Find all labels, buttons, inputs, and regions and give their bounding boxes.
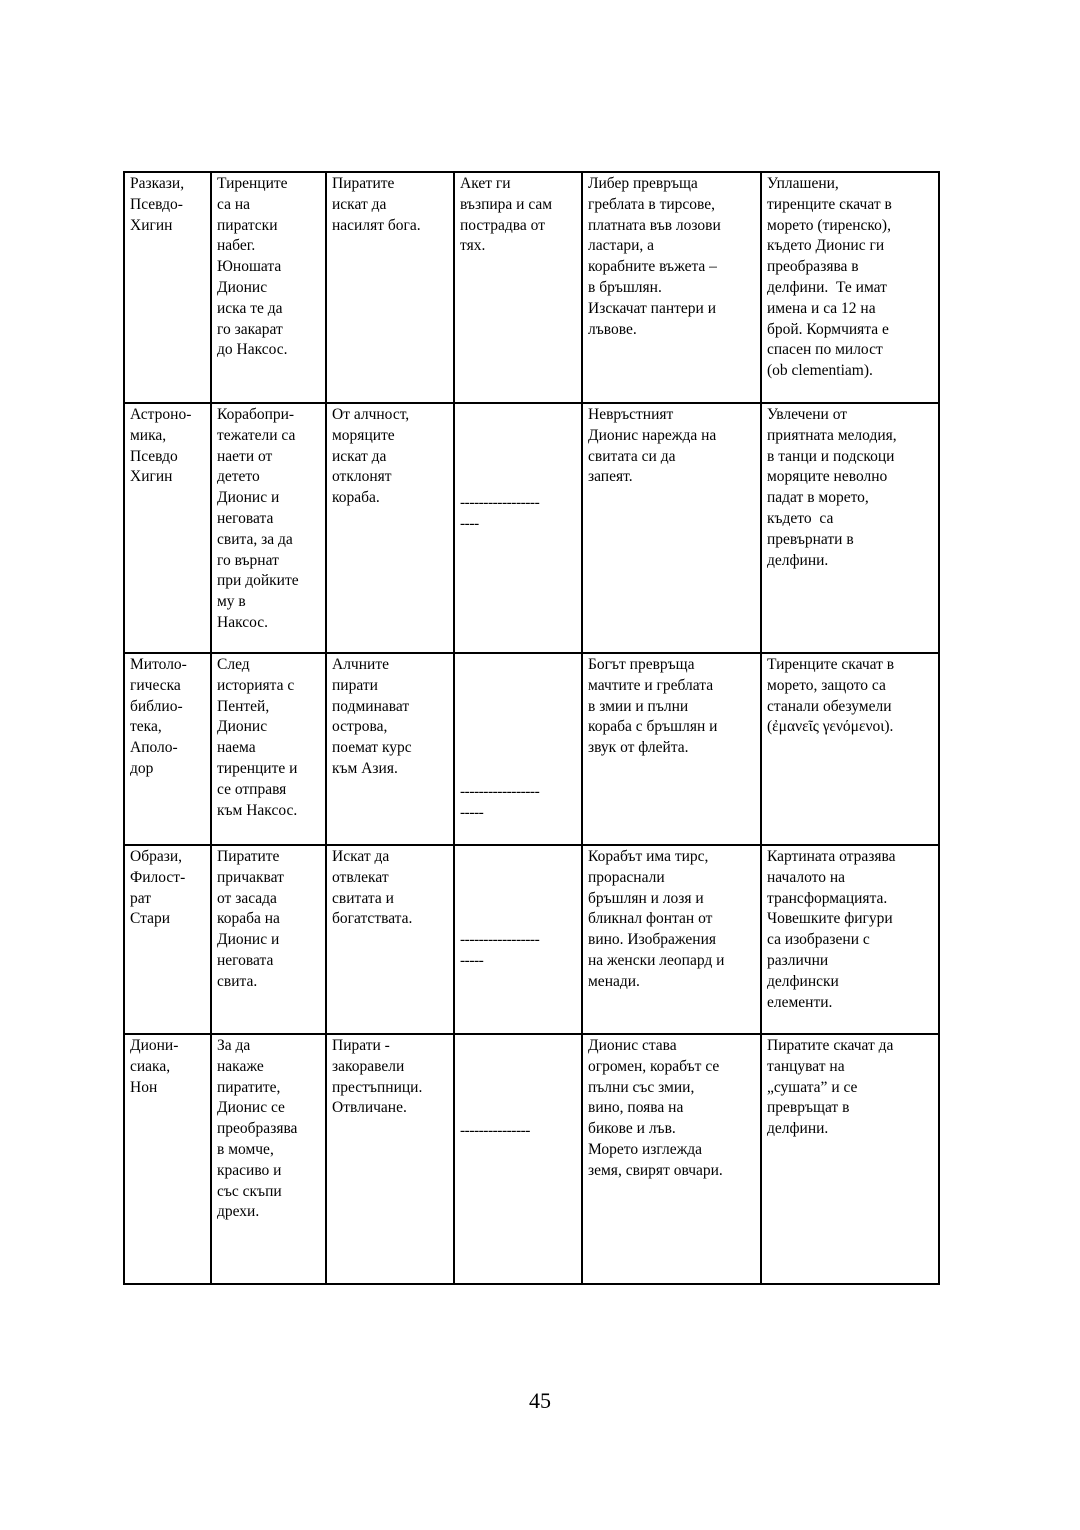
table-cell-context <box>211 845 326 1034</box>
cell-text-line: дрехи. <box>217 1203 260 1221</box>
cell-text-line: Пиратите <box>217 848 280 865</box>
cell-text-line: тиренците и <box>217 759 298 777</box>
cell-text-line: детето <box>217 468 260 486</box>
cell-text-line: Дионис нарежда на <box>588 426 717 444</box>
cell-text-line: За да <box>217 1037 251 1054</box>
table-cell-miracle <box>582 403 761 653</box>
placeholder-dashes: --------------- <box>460 1122 530 1139</box>
cell-text-line: Хигин <box>130 468 173 486</box>
table-cell-transformation <box>761 653 939 845</box>
cell-text-line: менади. <box>588 972 640 990</box>
cell-text-line: тиренците скачат в <box>767 195 892 213</box>
cell-text-line: пиратски <box>217 216 278 234</box>
cell-text-line: закоравели <box>332 1057 405 1075</box>
cell-text-line: Хигин <box>130 216 173 234</box>
cell-text-line: го върнат <box>217 551 279 569</box>
cell-text-line: Юношата <box>217 258 282 276</box>
cell-text-line: превърнати в <box>767 530 854 548</box>
cell-text-line: морето, защото са <box>767 676 886 694</box>
table-body <box>124 172 939 1284</box>
cell-text-line: началото на <box>767 868 846 886</box>
table-cell-source <box>124 172 211 403</box>
table-cell-context <box>211 172 326 403</box>
cell-text-line: Човешките фигури <box>767 910 893 928</box>
cell-text-line: Искат да <box>332 848 390 865</box>
cell-text-line: Дионис <box>217 278 268 296</box>
cell-text-line: спасен по милост <box>767 341 883 359</box>
placeholder-dashes: ----------------- <box>460 931 540 948</box>
table-cell-miracle <box>582 653 761 845</box>
cell-text-line: делфински <box>767 972 839 990</box>
cell-text-line: бикове и лъв. <box>588 1120 676 1138</box>
cell-text-line: различни <box>767 951 829 969</box>
cell-text-line: сиака, <box>130 1057 171 1075</box>
table-cell-source <box>124 403 211 653</box>
cell-text-line: Тиренците скачат в <box>767 656 895 673</box>
cell-text-line: пострадва от <box>460 216 545 234</box>
cell-text-line: накаже <box>217 1057 264 1075</box>
cell-text-line: рат <box>130 889 152 907</box>
cell-text-line: делфини. <box>767 1120 829 1138</box>
cell-text-line: огромен, корабът се <box>588 1057 720 1075</box>
table-cell-transformation <box>761 845 939 1034</box>
table-cell-miracle <box>582 1034 761 1284</box>
cell-text-line: свита, за да <box>217 530 293 548</box>
cell-text-line: Диони- <box>130 1037 179 1054</box>
table-cell-transformation <box>761 172 939 403</box>
cell-text-line: към Наксос. <box>217 801 298 819</box>
table-row <box>124 1034 939 1284</box>
placeholder-dashes: ----------------- <box>460 783 540 800</box>
cell-text-line: прораснали <box>588 868 665 886</box>
cell-text-line: преобразява в <box>767 258 859 276</box>
cell-text-line: иска те да <box>217 299 283 317</box>
cell-text-line: платната във лозови <box>588 216 721 234</box>
cell-text-line: Митоло- <box>130 656 187 673</box>
cell-text-line: гическа <box>130 676 181 694</box>
cell-text-line: Псевдо <box>130 447 178 465</box>
cell-text-line: се отправя <box>217 780 287 798</box>
cell-text-line: Астроно- <box>130 406 192 423</box>
cell-text-line: Корабът има тирс, <box>588 848 709 865</box>
placeholder-dashes: ----- <box>460 803 484 821</box>
cell-text-line: Пирати - <box>332 1037 390 1054</box>
cell-text-line: Пентей, <box>217 697 270 715</box>
cell-text-line: преобразява <box>217 1120 298 1138</box>
cell-text-line: Уплашени, <box>767 175 839 192</box>
cell-text-line: Отвличане. <box>332 1099 407 1117</box>
table-cell-source <box>124 653 211 845</box>
cell-text-line: греблата в тирсове, <box>588 195 716 213</box>
cell-text-line: искат да <box>332 195 387 213</box>
cell-text-line: пиратите, <box>217 1078 281 1096</box>
cell-text-line: Невръстният <box>588 406 674 423</box>
table-row <box>124 653 939 845</box>
cell-text-line: Алчните <box>332 656 389 673</box>
cell-text-line: морето (тиренско), <box>767 216 891 234</box>
cell-text-line: Аполо- <box>130 739 178 757</box>
table-cell-motive <box>326 403 454 653</box>
cell-text-line: кораба. <box>332 489 380 507</box>
cell-text-line: искат да <box>332 447 387 465</box>
table-cell-acetes <box>454 403 582 653</box>
cell-text-line: мика, <box>130 426 167 444</box>
cell-text-line: Филост- <box>130 868 186 886</box>
table-cell-motive <box>326 1034 454 1284</box>
cell-text-line: тях. <box>460 237 486 255</box>
cell-text-line: в бръшлян. <box>588 278 662 296</box>
cell-text-line: елементи. <box>767 993 833 1011</box>
cell-text-line: земя, свирят овчари. <box>588 1161 723 1179</box>
cell-text-line: След <box>217 656 250 673</box>
cell-text-line: тека, <box>130 718 162 736</box>
cell-text-line: Дионис става <box>588 1037 677 1054</box>
cell-text-line: пирати <box>332 676 378 694</box>
cell-text-line: неговата <box>217 509 274 527</box>
cell-text-line: падат в морето, <box>767 489 869 507</box>
cell-text-line: кораба с бръшлян и <box>588 718 718 736</box>
table-cell-context <box>211 403 326 653</box>
cell-text-line: острова, <box>332 718 388 736</box>
cell-text-line: отвлекат <box>332 868 389 886</box>
table-cell-acetes <box>454 1034 582 1284</box>
cell-text-line: брой. Кормчията е <box>767 320 889 338</box>
cell-text-line: възпира и сам <box>460 195 553 213</box>
cell-text-line: бръшлян и лозя и <box>588 889 704 907</box>
cell-text-line: му в <box>217 593 246 611</box>
cell-text-line: Наксос. <box>217 613 268 631</box>
table-cell-context <box>211 653 326 845</box>
cell-text-line: Морето изглежда <box>588 1140 703 1158</box>
cell-text-line: Изскачат пантери и <box>588 299 717 317</box>
table-row <box>124 172 939 403</box>
cell-text-line: делфини. Те имат <box>767 278 887 296</box>
cell-text-line: при дойките <box>217 572 299 590</box>
cell-text-line: в танци и подскоци <box>767 447 895 465</box>
cell-text-line: в момче, <box>217 1140 274 1158</box>
table-cell-miracle <box>582 845 761 1034</box>
cell-text-line: Акет ги <box>460 175 511 192</box>
cell-text-line: в змии и пълни <box>588 697 689 715</box>
cell-text-line: библио- <box>130 697 183 715</box>
cell-text-line: ластари, а <box>588 237 655 255</box>
cell-text-line: От алчност, <box>332 406 410 423</box>
cell-text-line: корабните въжета – <box>588 258 717 276</box>
cell-text-line: трансформацията. <box>767 889 888 907</box>
cell-text-line: към Азия. <box>332 759 398 777</box>
cell-text-line: свита. <box>217 972 258 990</box>
cell-text-line: танцуват на <box>767 1057 845 1075</box>
table-cell-acetes <box>454 845 582 1034</box>
cell-text-line: кораба на <box>217 910 280 928</box>
cell-text-line: свитата и <box>332 889 394 907</box>
table-cell-motive <box>326 845 454 1034</box>
cell-text-line: на женски леопард и <box>588 951 725 969</box>
comparison-table <box>123 171 940 1285</box>
cell-text-line: лъвове. <box>588 320 637 338</box>
cell-text-line: (ob clementiam). <box>767 362 873 380</box>
table-cell-source <box>124 1034 211 1284</box>
cell-text-line: със скъпи <box>217 1182 282 1200</box>
table-cell-transformation <box>761 1034 939 1284</box>
cell-text-line: причакват <box>217 868 284 886</box>
cell-text-line: набег. <box>217 237 256 255</box>
cell-text-line: вино. Изображения <box>588 931 717 949</box>
placeholder-dashes: ---- <box>460 514 479 532</box>
cell-text-line: бликнал фонтан от <box>588 910 713 928</box>
cell-text-line: вино, поява на <box>588 1099 684 1117</box>
cell-text-line: са изобразени с <box>767 931 870 949</box>
cell-text-line: дор <box>130 759 154 777</box>
cell-text-line: запеят. <box>588 468 633 486</box>
table-cell-source <box>124 845 211 1034</box>
cell-text-line: красиво и <box>217 1161 282 1179</box>
table-cell-acetes <box>454 653 582 845</box>
cell-text-line: отклонят <box>332 468 392 486</box>
cell-text-line: поемат курс <box>332 739 412 757</box>
table-cell-transformation <box>761 403 939 653</box>
cell-text-line: Дионис се <box>217 1099 285 1117</box>
cell-text-line: превръщат в <box>767 1099 850 1117</box>
cell-text-line: делфини. <box>767 551 829 569</box>
cell-text-line: подминават <box>332 697 410 715</box>
cell-text-line: където са <box>767 509 834 527</box>
placeholder-dashes: ----- <box>460 951 484 969</box>
cell-text-line: престъпници. <box>332 1078 423 1096</box>
cell-text-line: Тиренците <box>217 175 288 192</box>
cell-text-line: звук от флейта. <box>588 739 689 757</box>
table-cell-acetes <box>454 172 582 403</box>
cell-text-line: моряците неволно <box>767 468 888 486</box>
placeholder-dashes: ----------------- <box>460 494 540 511</box>
cell-text-line: (ἐμανεῖς γενόμενοι). <box>767 718 894 736</box>
cell-text-line: моряците <box>332 426 395 444</box>
cell-text-line: пълни със змии, <box>588 1078 695 1096</box>
cell-text-line: Либер превръща <box>588 175 698 192</box>
cell-text-line: неговата <box>217 951 274 969</box>
cell-text-line: имена и са 12 на <box>767 299 876 317</box>
cell-text-line: са на <box>217 195 250 213</box>
cell-text-line: Дионис и <box>217 489 280 507</box>
cell-text-line: приятната мелодия, <box>767 426 897 444</box>
cell-text-line: Картината отразява <box>767 848 896 865</box>
table-cell-motive <box>326 172 454 403</box>
cell-text-line: от засада <box>217 889 277 907</box>
cell-text-line: го закарат <box>217 320 283 338</box>
cell-text-line: Нон <box>130 1078 158 1096</box>
cell-text-line: Дионис и <box>217 931 280 949</box>
cell-text-line: Стари <box>130 910 171 928</box>
cell-text-line: свитата си да <box>588 447 676 465</box>
cell-text-line: наети от <box>217 447 273 465</box>
cell-text-line: Увлечени от <box>767 406 848 423</box>
table-cell-context <box>211 1034 326 1284</box>
cell-text-line: до Наксос. <box>217 341 288 359</box>
table-cell-motive <box>326 653 454 845</box>
table-row <box>124 403 939 653</box>
cell-text-line: Пиратите скачат да <box>767 1037 894 1054</box>
cell-text-line: Разкази, <box>130 175 185 192</box>
cell-text-line: Пиратите <box>332 175 395 192</box>
cell-text-line: Дионис <box>217 718 268 736</box>
cell-text-line: мачтите и греблата <box>588 676 714 694</box>
cell-text-line: насилят бога. <box>332 216 421 234</box>
cell-text-line: наема <box>217 739 256 757</box>
cell-text-line: където Дионис ги <box>767 237 885 255</box>
cell-text-line: Псевдо- <box>130 195 183 213</box>
cell-text-line: тежатели са <box>217 426 296 444</box>
cell-text-line: Образи, <box>130 848 183 865</box>
cell-text-line: „сушата” и се <box>767 1078 858 1096</box>
cell-text-line: историята с <box>217 676 295 694</box>
table-cell-miracle <box>582 172 761 403</box>
cell-text-line: богатствата. <box>332 910 413 928</box>
cell-text-line: станали обезумели <box>767 697 892 715</box>
table-row <box>124 845 939 1034</box>
cell-text-line: Корабопри- <box>217 406 295 423</box>
page-number: 45 <box>529 1388 551 1413</box>
cell-text-line: Богът превръща <box>588 656 695 673</box>
